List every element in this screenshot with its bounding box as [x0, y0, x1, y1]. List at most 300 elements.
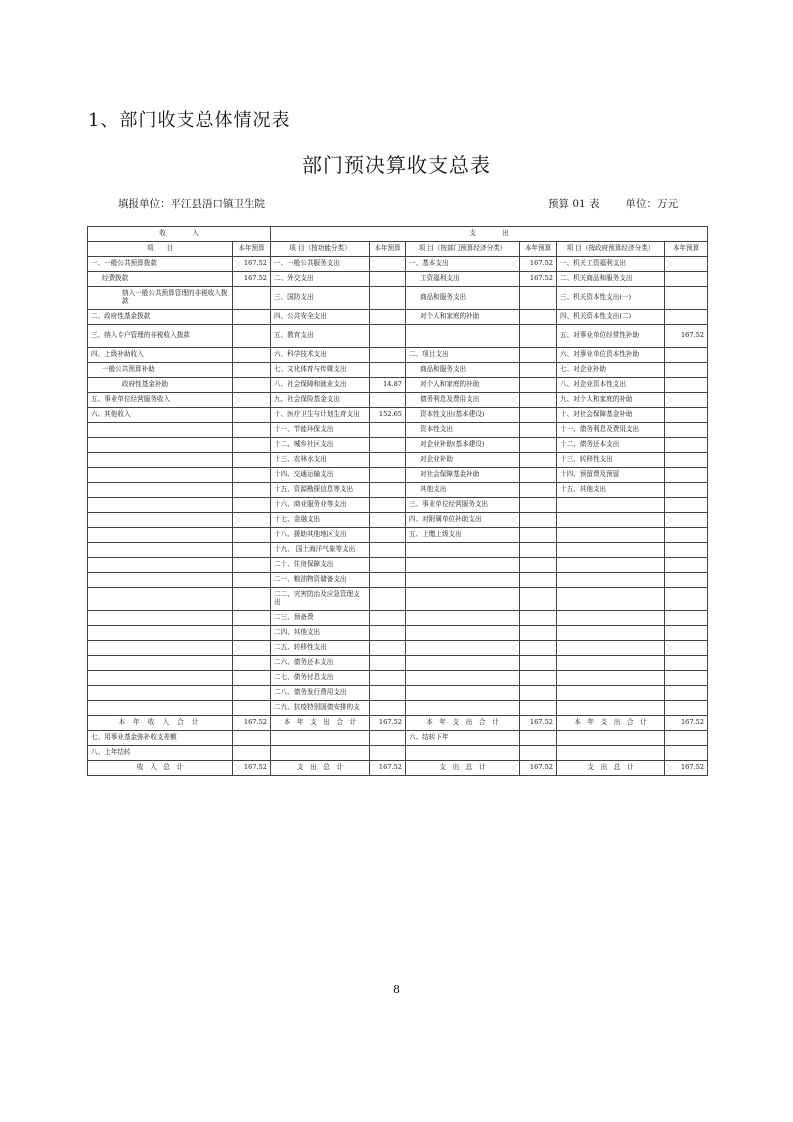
exp-dept-amount-cell: [520, 393, 557, 408]
exp-func-item-cell: 二六、债务还本支出: [271, 656, 370, 671]
exp-gov-item-cell: [557, 641, 665, 656]
exp-func-amount-cell: [370, 348, 406, 363]
section-heading: 1、部门收支总体情况表: [88, 110, 291, 131]
exp-gov-item-cell: [557, 573, 665, 588]
exp-func-item-cell: 三、国防支出: [271, 287, 370, 310]
exp-gov-item-cell: 三、机关资本性支出(一): [557, 287, 665, 310]
exp-func-amount-cell: [370, 363, 406, 378]
exp-func-item-cell: 二十、住房保障支出: [271, 558, 370, 573]
col-exp-dept: 项 目（按部门预算经济分类）: [406, 242, 520, 257]
exp-func-amount-cell: [370, 438, 406, 453]
exp-gov-item-cell: 一、机关工资福利支出: [557, 257, 665, 272]
expense-gov-total-value: 167.52: [665, 716, 708, 731]
exp-gov-item-cell: [557, 558, 665, 573]
exp-func-item-cell: 二七、债务付息支出: [271, 671, 370, 686]
table-row: [88, 287, 708, 310]
income-amount-cell: [233, 310, 271, 325]
exp-gov-amount-cell: [665, 408, 708, 423]
exp-gov-amount-cell: [665, 498, 708, 513]
exp-gov-amount-cell: [665, 393, 708, 408]
income-amount-cell: [233, 287, 271, 310]
exp-dept-item-cell: [406, 588, 520, 611]
exp-dept-amount-cell: [520, 408, 557, 423]
exp-func-item-cell: 十九、 国土海洋气象等支出: [271, 543, 370, 558]
income-item-cell: [88, 558, 233, 573]
exp-dept-item-cell: 对社会保障基金补助: [406, 468, 520, 483]
exp-dept-amount-cell: [520, 468, 557, 483]
budget-summary-table: [87, 226, 708, 776]
exp-dept-item-cell: 工资福利支出: [406, 272, 520, 287]
income-amount-cell: [233, 498, 271, 513]
exp-func-item-cell: 二、外交支出: [271, 272, 370, 287]
exp-gov-item-cell: [557, 498, 665, 513]
exp-func-item-cell: 七、文化体育与传媒支出: [271, 363, 370, 378]
page-title: 部门预决算收支总表: [302, 153, 491, 177]
income-amount-cell: [233, 701, 271, 716]
exp-dept-amount-cell: [520, 588, 557, 611]
income-amount-cell: [233, 378, 271, 393]
exp-dept-item-cell: 五、上缴上级支出: [406, 528, 520, 543]
income-amount-cell: [233, 363, 271, 378]
income-item-cell: 七、用事业基金弥补收支差额: [88, 731, 233, 746]
exp-dept-item-cell: 对企业补助: [406, 453, 520, 468]
income-amount-cell: [233, 423, 271, 438]
exp-gov-item-cell: 八、对企业资本性支出: [557, 378, 665, 393]
exp-dept-item-cell: [406, 746, 520, 761]
income-item-cell: 政府性基金补助: [88, 378, 233, 393]
exp-dept-amount-cell: [520, 378, 557, 393]
income-item-cell: [88, 656, 233, 671]
table-row: [88, 641, 708, 656]
exp-dept-item-cell: 六、结转下年: [406, 731, 520, 746]
exp-gov-amount-cell: [665, 438, 708, 453]
exp-func-item-cell: 二五、转移性支出: [271, 641, 370, 656]
income-item-cell: [88, 543, 233, 558]
exp-gov-item-cell: [557, 746, 665, 761]
exp-func-item-cell: 五、教育支出: [271, 325, 370, 348]
exp-func-item-cell: 八、社会保障和就业支出: [271, 378, 370, 393]
exp-dept-amount-cell: [520, 558, 557, 573]
income-item-cell: 六、其他收入: [88, 408, 233, 423]
income-amount-cell: [233, 528, 271, 543]
income-item-cell: [88, 483, 233, 498]
exp-gov-amount-cell: [665, 641, 708, 656]
exp-func-item-cell: 六、科学技术支出: [271, 348, 370, 363]
exp-dept-item-cell: 商品和服务支出: [406, 287, 520, 310]
table-row: [88, 746, 708, 761]
col-exp-dept-amount: 本年预算: [520, 242, 557, 257]
income-amount-cell: [233, 686, 271, 701]
exp-gov-item-cell: [557, 731, 665, 746]
exp-func-item-cell: 二三、预备费: [271, 611, 370, 626]
exp-dept-item-cell: [406, 701, 520, 716]
exp-func-amount-cell: [370, 513, 406, 528]
table-row: [88, 272, 708, 287]
table-row: [88, 656, 708, 671]
exp-dept-amount-cell: [520, 686, 557, 701]
exp-func-amount-cell: [370, 573, 406, 588]
exp-dept-amount-cell: [520, 310, 557, 325]
exp-dept-item-cell: [406, 686, 520, 701]
exp-gov-amount-cell: 167.52: [665, 325, 708, 348]
income-amount-cell: [233, 543, 271, 558]
table-row: [88, 731, 708, 746]
exp-func-amount-cell: 152.65: [370, 408, 406, 423]
exp-gov-item-cell: 四、机关资本性支出(二): [557, 310, 665, 325]
income-amount-cell: [233, 438, 271, 453]
income-group-header: 收 入: [88, 227, 271, 242]
income-grand-label: 收 入 总 计: [88, 761, 233, 776]
exp-gov-item-cell: [557, 626, 665, 641]
exp-gov-item-cell: 十四、预留费及预留: [557, 468, 665, 483]
exp-gov-item-cell: [557, 701, 665, 716]
exp-dept-amount-cell: [520, 423, 557, 438]
income-item-cell: 一般公共预算补助: [88, 363, 233, 378]
exp-gov-amount-cell: [665, 363, 708, 378]
exp-func-item-cell: 十五、资源勘探信息等支出: [271, 483, 370, 498]
table-row: [88, 423, 708, 438]
income-item-cell: [88, 453, 233, 468]
exp-dept-item-cell: [406, 611, 520, 626]
exp-dept-amount-cell: [520, 287, 557, 310]
exp-gov-amount-cell: [665, 310, 708, 325]
income-item-cell: [88, 701, 233, 716]
exp-dept-amount-cell: [520, 671, 557, 686]
table-row: [88, 378, 708, 393]
exp-dept-amount-cell: [520, 325, 557, 348]
exp-dept-item-cell: 其他支出: [406, 483, 520, 498]
exp-gov-amount-cell: [665, 746, 708, 761]
income-amount-cell: [233, 468, 271, 483]
exp-func-item-cell: [271, 731, 370, 746]
exp-func-amount-cell: [370, 468, 406, 483]
expense-grand-label: 支 出 总 计: [406, 761, 520, 776]
column-header-row: [88, 242, 708, 257]
exp-gov-amount-cell: [665, 483, 708, 498]
income-amount-cell: [233, 671, 271, 686]
table-row: [88, 513, 708, 528]
exp-dept-amount-cell: 167.52: [520, 257, 557, 272]
income-item-cell: 纳入一般公共预算管理的非税收入拨款: [88, 287, 233, 310]
income-amount-cell: [233, 573, 271, 588]
exp-dept-amount-cell: [520, 348, 557, 363]
exp-dept-amount-cell: [520, 363, 557, 378]
income-amount-cell: 167.52: [233, 257, 271, 272]
table-row: [88, 348, 708, 363]
exp-func-item-cell: 十四、交通运输支出: [271, 468, 370, 483]
exp-dept-item-cell: [406, 671, 520, 686]
exp-gov-amount-cell: [665, 453, 708, 468]
exp-gov-item-cell: [557, 686, 665, 701]
exp-dept-amount-cell: [520, 731, 557, 746]
table-row: [88, 257, 708, 272]
expense-group-header: 支 出: [271, 227, 708, 242]
table-row: [88, 626, 708, 641]
income-item-cell: [88, 588, 233, 611]
exp-gov-amount-cell: [665, 257, 708, 272]
exp-func-item-cell: 二八、债务发行费用支出: [271, 686, 370, 701]
table-row: [88, 438, 708, 453]
exp-gov-amount-cell: [665, 272, 708, 287]
exp-func-item-cell: 十一、节能环保支出: [271, 423, 370, 438]
exp-dept-item-cell: [406, 641, 520, 656]
exp-func-item-cell: 二四、其他支出: [271, 626, 370, 641]
income-item-cell: 二、政府性基金拨款: [88, 310, 233, 325]
table-row: [88, 325, 708, 348]
table-number: 预算 01 表: [548, 198, 600, 210]
exp-func-amount-cell: [370, 423, 406, 438]
income-item-cell: 经费拨款: [88, 272, 233, 287]
exp-dept-item-cell: 二、项目支出: [406, 348, 520, 363]
exp-func-item-cell: 十七、金融支出: [271, 513, 370, 528]
exp-gov-amount-cell: [665, 701, 708, 716]
income-amount-cell: [233, 641, 271, 656]
table-row: [88, 686, 708, 701]
table-row: [88, 453, 708, 468]
exp-func-amount-cell: 14.87: [370, 378, 406, 393]
income-item-cell: 四、上级补助收入: [88, 348, 233, 363]
col-exp-func-amount: 本年预算: [370, 242, 406, 257]
table-row: [88, 528, 708, 543]
exp-dept-amount-cell: [520, 438, 557, 453]
exp-func-amount-cell: [370, 558, 406, 573]
exp-gov-amount-cell: [665, 656, 708, 671]
exp-func-item-cell: 二一、粮油物资储备支出: [271, 573, 370, 588]
expense-total-label: 本 年 支 出 合 计: [557, 716, 665, 731]
income-amount-cell: 167.52: [233, 272, 271, 287]
exp-dept-item-cell: 资本性支出(基本建设): [406, 408, 520, 423]
income-item-cell: [88, 498, 233, 513]
exp-func-amount-cell: [370, 310, 406, 325]
table-row: [88, 310, 708, 325]
table-row: [88, 363, 708, 378]
table-row: [88, 543, 708, 558]
exp-gov-item-cell: [557, 588, 665, 611]
exp-dept-item-cell: [406, 573, 520, 588]
exp-func-amount-cell: [370, 528, 406, 543]
exp-func-amount-cell: [370, 626, 406, 641]
exp-func-amount-cell: [370, 731, 406, 746]
exp-gov-amount-cell: [665, 573, 708, 588]
table-row: [88, 393, 708, 408]
exp-gov-item-cell: 九、对个人和家庭的补助: [557, 393, 665, 408]
exp-gov-amount-cell: [665, 626, 708, 641]
exp-gov-amount-cell: [665, 348, 708, 363]
exp-dept-amount-cell: [520, 483, 557, 498]
income-amount-cell: [233, 393, 271, 408]
exp-func-amount-cell: [370, 393, 406, 408]
income-item-cell: [88, 573, 233, 588]
exp-dept-amount-cell: [520, 528, 557, 543]
exp-dept-amount-cell: [520, 498, 557, 513]
exp-dept-amount-cell: [520, 543, 557, 558]
exp-gov-item-cell: [557, 656, 665, 671]
expense-func-grand-value: 167.52: [370, 761, 406, 776]
income-item-cell: [88, 686, 233, 701]
exp-func-amount-cell: [370, 325, 406, 348]
col-exp-gov-amount: 本年预算: [665, 242, 708, 257]
exp-gov-amount-cell: [665, 468, 708, 483]
exp-dept-item-cell: 四、对附属单位补助支出: [406, 513, 520, 528]
exp-gov-item-cell: 二、机关商品和服务支出: [557, 272, 665, 287]
income-item-cell: [88, 528, 233, 543]
income-amount-cell: [233, 325, 271, 348]
income-amount-cell: [233, 588, 271, 611]
exp-func-item-cell: 十、医疗卫生与计划生育支出: [271, 408, 370, 423]
exp-gov-amount-cell: [665, 686, 708, 701]
expense-dept-grand-value: 167.52: [520, 761, 557, 776]
income-amount-cell: [233, 348, 271, 363]
exp-func-item-cell: 十六、商业服务业等支出: [271, 498, 370, 513]
exp-func-amount-cell: [370, 701, 406, 716]
exp-func-amount-cell: [370, 746, 406, 761]
income-total-value: 167.52: [233, 716, 271, 731]
exp-func-item-cell: 九、社会保险基金支出: [271, 393, 370, 408]
grand-total-row: [88, 761, 708, 776]
exp-func-amount-cell: [370, 453, 406, 468]
exp-func-amount-cell: [370, 641, 406, 656]
exp-gov-item-cell: 十、对社会保障基金补助: [557, 408, 665, 423]
income-grand-value: 167.52: [233, 761, 271, 776]
expense-grand-label: 支 出 总 计: [271, 761, 370, 776]
exp-gov-item-cell: [557, 671, 665, 686]
exp-gov-item-cell: 十五、其他支出: [557, 483, 665, 498]
exp-gov-amount-cell: [665, 423, 708, 438]
exp-gov-item-cell: 五、对事业单位经常性补助: [557, 325, 665, 348]
exp-func-amount-cell: [370, 498, 406, 513]
exp-dept-item-cell: 三、事业单位经营服务支出: [406, 498, 520, 513]
exp-dept-item-cell: [406, 656, 520, 671]
income-amount-cell: [233, 746, 271, 761]
exp-func-amount-cell: [370, 588, 406, 611]
income-amount-cell: [233, 626, 271, 641]
exp-func-amount-cell: [370, 272, 406, 287]
exp-gov-item-cell: 十三、转移性支出: [557, 453, 665, 468]
exp-dept-amount-cell: [520, 611, 557, 626]
exp-func-item-cell: 一、一般公共服务支出: [271, 257, 370, 272]
income-item-cell: 一、一般公共预算拨款: [88, 257, 233, 272]
table-row: [88, 408, 708, 423]
page-number: 8: [393, 983, 400, 996]
expense-total-label: 本 年 支 出 合 计: [271, 716, 370, 731]
table-row: [88, 701, 708, 716]
exp-dept-amount-cell: [520, 746, 557, 761]
exp-dept-item-cell: [406, 626, 520, 641]
exp-gov-item-cell: [557, 528, 665, 543]
exp-func-item-cell: 十三、农林水支出: [271, 453, 370, 468]
income-item-cell: 五、事业单位经营服务收入: [88, 393, 233, 408]
exp-func-item-cell: 二二、灾害防治及应急管理支出: [271, 588, 370, 611]
expense-dept-total-value: 167.52: [520, 716, 557, 731]
exp-dept-amount-cell: [520, 656, 557, 671]
exp-func-item-cell: 十八、援助其他地区支出: [271, 528, 370, 543]
exp-dept-item-cell: 对个人和家庭的补助: [406, 310, 520, 325]
income-amount-cell: [233, 408, 271, 423]
exp-func-amount-cell: [370, 483, 406, 498]
income-amount-cell: [233, 611, 271, 626]
exp-dept-item-cell: 资本性支出: [406, 423, 520, 438]
exp-gov-amount-cell: [665, 588, 708, 611]
income-amount-cell: [233, 558, 271, 573]
exp-func-amount-cell: [370, 543, 406, 558]
exp-func-amount-cell: [370, 257, 406, 272]
exp-dept-amount-cell: [520, 453, 557, 468]
exp-func-amount-cell: [370, 686, 406, 701]
currency-unit: 单位：万元: [625, 198, 679, 210]
income-total-label: 本 年 收 入 合 计: [88, 716, 233, 731]
exp-dept-amount-cell: [520, 701, 557, 716]
exp-dept-item-cell: 债务利息及费用支出: [406, 393, 520, 408]
income-amount-cell: [233, 656, 271, 671]
income-item-cell: 三、纳入专户管理的非税收入拨款: [88, 325, 233, 348]
col-income-amount: 本年预算: [233, 242, 271, 257]
exp-gov-amount-cell: [665, 513, 708, 528]
exp-gov-amount-cell: [665, 671, 708, 686]
exp-dept-item-cell: [406, 325, 520, 348]
income-item-cell: [88, 513, 233, 528]
reporting-unit: 填报单位：平江县浯口镇卫生院: [118, 198, 265, 210]
income-item-cell: [88, 671, 233, 686]
expense-grand-label: 支 出 总 计: [557, 761, 665, 776]
table-row: [88, 611, 708, 626]
exp-gov-item-cell: [557, 543, 665, 558]
exp-func-item-cell: 四、公共安全支出: [271, 310, 370, 325]
expense-func-total-value: 167.52: [370, 716, 406, 731]
exp-dept-amount-cell: [520, 573, 557, 588]
col-income-item: 项 目: [88, 242, 233, 257]
exp-gov-amount-cell: [665, 731, 708, 746]
exp-gov-item-cell: 七、对企业补助: [557, 363, 665, 378]
exp-gov-amount-cell: [665, 287, 708, 310]
exp-dept-item-cell: [406, 543, 520, 558]
table-row: [88, 498, 708, 513]
income-item-cell: [88, 438, 233, 453]
exp-dept-amount-cell: [520, 626, 557, 641]
table-row: [88, 588, 708, 611]
exp-func-amount-cell: [370, 656, 406, 671]
group-header-row: [88, 227, 708, 242]
exp-func-item-cell: [271, 746, 370, 761]
income-item-cell: [88, 641, 233, 656]
exp-gov-item-cell: [557, 611, 665, 626]
exp-dept-item-cell: 一、基本支出: [406, 257, 520, 272]
exp-dept-item-cell: 商品和服务支出: [406, 363, 520, 378]
exp-func-item-cell: 二九、抗疫特别国债安排的支: [271, 701, 370, 716]
income-item-cell: [88, 423, 233, 438]
exp-dept-item-cell: 对企业补助(基本建设): [406, 438, 520, 453]
exp-gov-item-cell: 六、对事业单位资本性补助: [557, 348, 665, 363]
table-row: [88, 671, 708, 686]
income-item-cell: 八、上年结转: [88, 746, 233, 761]
exp-func-amount-cell: [370, 671, 406, 686]
table-meta: [548, 196, 678, 211]
exp-gov-item-cell: 十二、债务还本支出: [557, 438, 665, 453]
exp-dept-amount-cell: [520, 641, 557, 656]
exp-gov-item-cell: [557, 513, 665, 528]
col-exp-gov: 项 目（按政府预算经济分类）: [557, 242, 665, 257]
exp-gov-item-cell: 十一、债务利息及费用支出: [557, 423, 665, 438]
income-item-cell: [88, 626, 233, 641]
income-item-cell: [88, 611, 233, 626]
expense-gov-grand-value: 167.52: [665, 761, 708, 776]
exp-func-amount-cell: [370, 611, 406, 626]
income-amount-cell: [233, 513, 271, 528]
income-amount-cell: [233, 483, 271, 498]
exp-func-item-cell: 十二、城乡社区支出: [271, 438, 370, 453]
exp-dept-item-cell: 对个人和家庭的补助: [406, 378, 520, 393]
table-row: [88, 468, 708, 483]
exp-gov-amount-cell: [665, 528, 708, 543]
